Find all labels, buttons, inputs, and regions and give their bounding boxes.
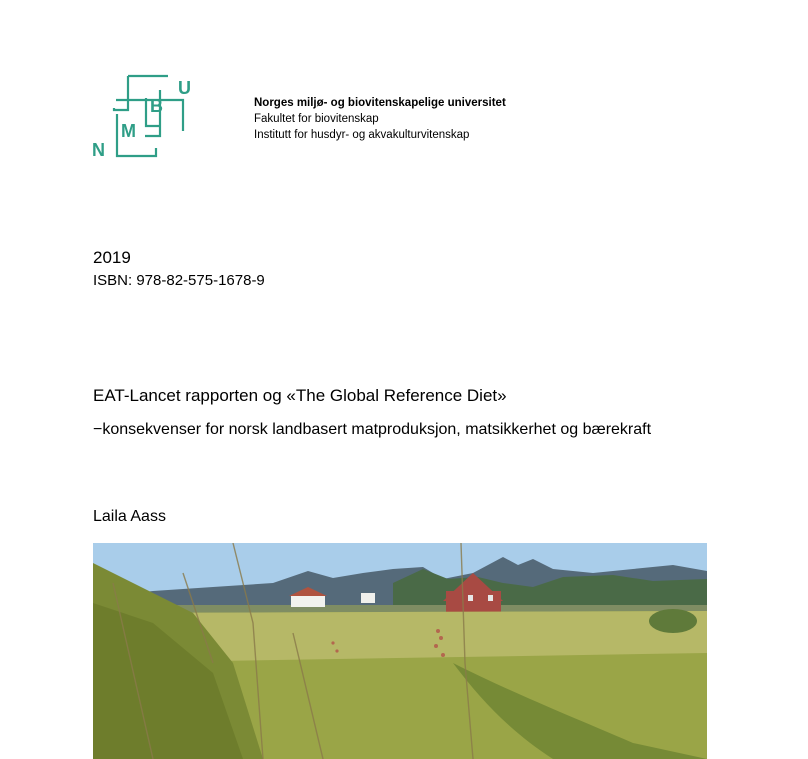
logo-letter-u: U <box>178 78 191 98</box>
university-name: Norges miljø- og biovitenskapelige universitet <box>254 97 506 109</box>
publication-year: 2019 <box>93 248 131 267</box>
logo-letter-n: N <box>92 140 105 160</box>
report-title: EAT-Lancet rapporten og «The Global Reference Diet» <box>93 386 507 405</box>
cover-photo-landscape <box>93 543 707 759</box>
photo-shrub <box>649 609 697 633</box>
institution-block <box>254 95 506 143</box>
faculty-name: Fakultet for biovitenskap <box>254 113 379 125</box>
logo-letter-b: B <box>150 96 163 116</box>
nmbu-logo <box>88 74 194 160</box>
isbn: ISBN: 978-82-575-1678-9 <box>93 272 265 289</box>
report-subtitle: −konsekvenser for norsk landbasert matproduksjon, matsikkerhet og bærekraft <box>93 421 652 438</box>
institute-name: Institutt for husdyr- og akvakulturvitenskap <box>254 129 470 141</box>
logo-letter-m: M <box>121 121 136 141</box>
author-name: Laila Aass <box>93 508 166 525</box>
